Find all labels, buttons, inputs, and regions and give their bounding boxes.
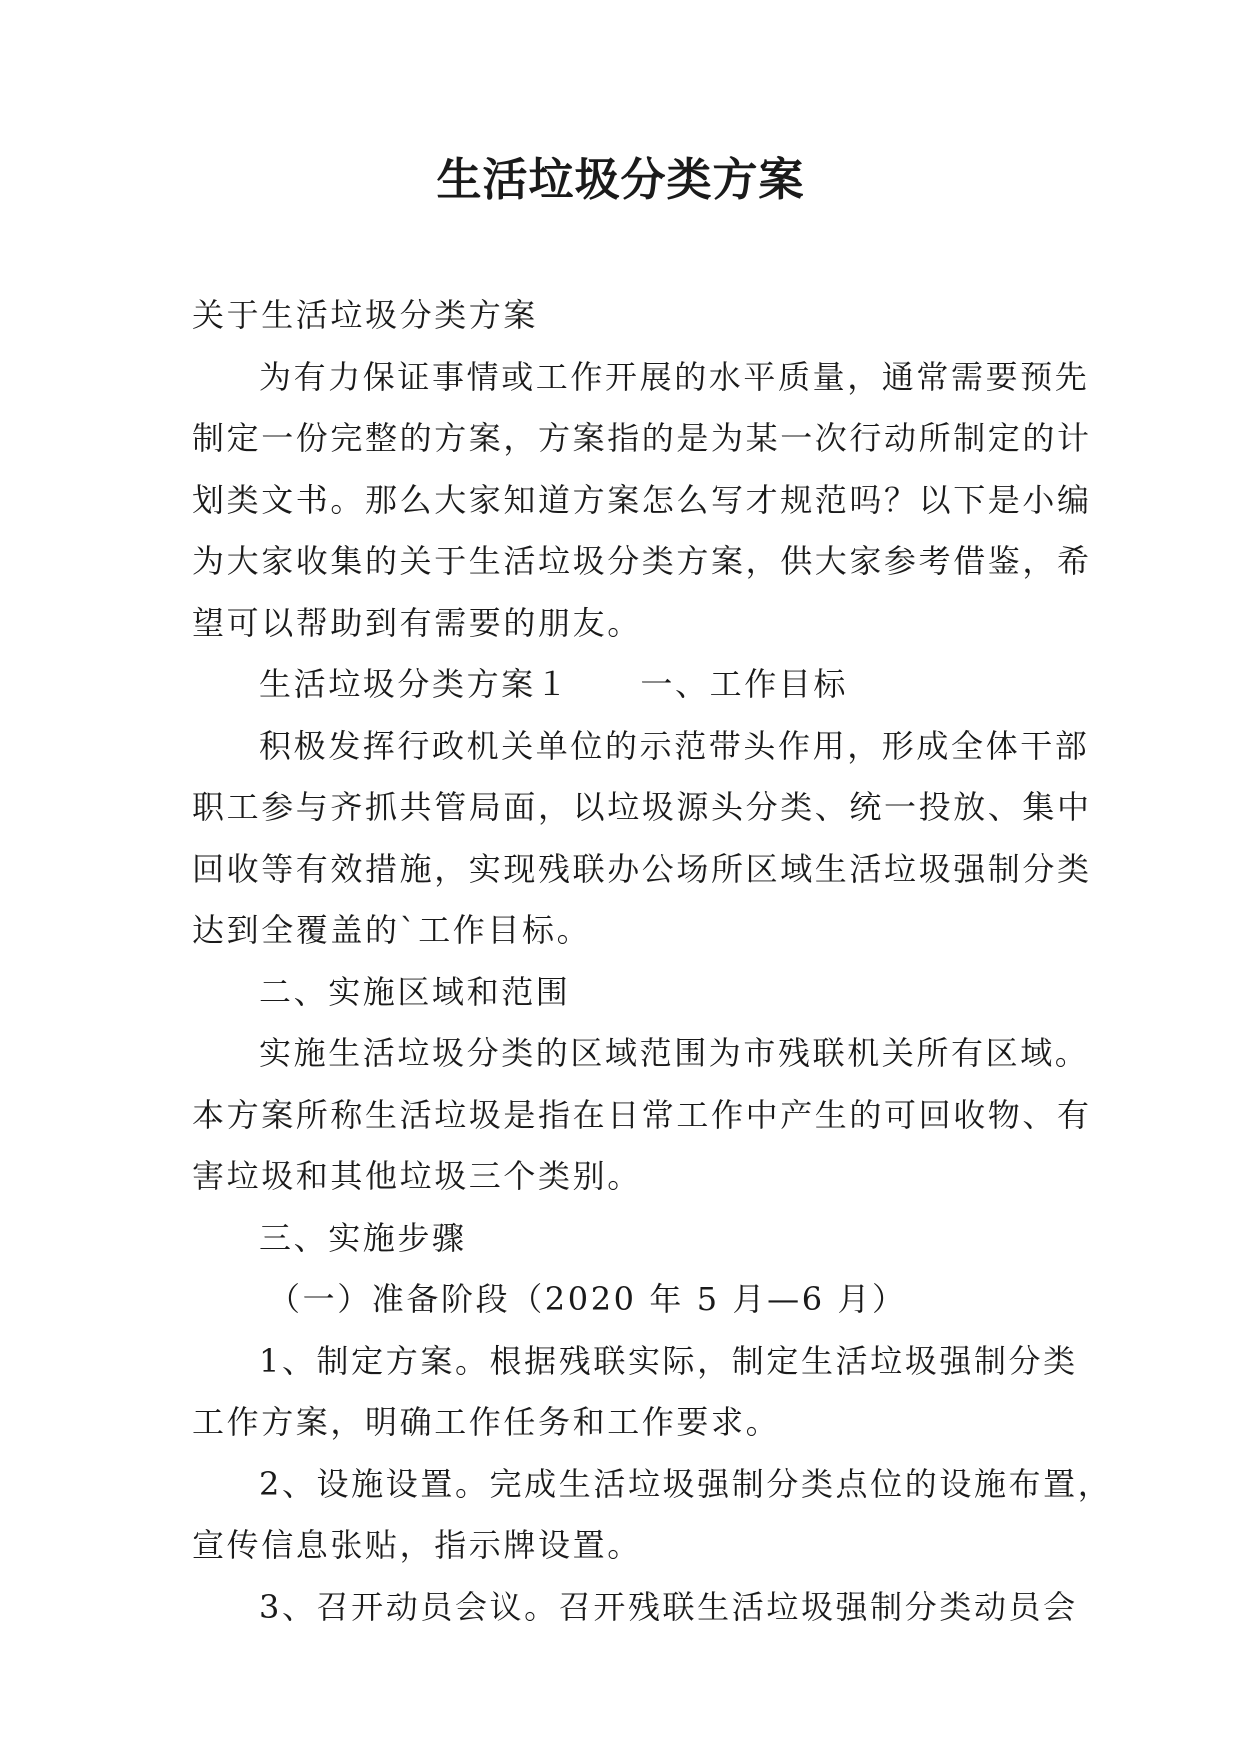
section-heading: 二、实施区域和范围	[259, 972, 571, 1011]
text-line: 制定一份完整的方案，方案指的是为某一次行动所制定的计	[192, 419, 1092, 457]
text-line: 宣传信息张贴，指示牌设置。	[192, 1526, 642, 1564]
text-line: 为有力保证事情或工作开展的水平质量，通常需要预先	[259, 357, 1090, 396]
document-body	[192, 285, 1113, 1638]
text-line: 回收等有效措施，实现残联办公场所区域生活垃圾强制分类	[192, 849, 1092, 888]
text-line: 1、制定方案。根据残联实际，制定生活垃圾强制分类	[259, 1341, 1078, 1380]
text-line: 达到全覆盖的`工作目标。	[192, 911, 592, 949]
text-line: 2、设施设置。完成生活垃圾强制分类点位的设施布置，	[259, 1464, 1113, 1503]
text-line: 关于生活垃圾分类方案	[192, 296, 539, 334]
section-heading-goal: 一、工作目标	[640, 665, 849, 703]
subsection-heading: （一）准备阶段（2020 年 5 月—6 月）	[268, 1280, 907, 1318]
document-title: 生活垃圾分类方案	[436, 153, 805, 206]
text-line: 为大家收集的关于生活垃圾分类方案，供大家参考借鉴，希	[192, 542, 1092, 580]
text-line: 划类文书。那么大家知道方案怎么写才规范吗？以下是小编	[192, 480, 1092, 519]
text-line	[192, 654, 1067, 716]
text-line: 望可以帮助到有需要的朋友。	[192, 603, 642, 642]
text-line: 实施生活垃圾分类的区域范围为市残联机关所有区域。	[259, 1034, 1090, 1072]
section-heading-plan-1: 生活垃圾分类方案１	[259, 665, 571, 703]
text-line: 3、召开动员会议。召开残联生活垃圾强制分类动员会	[259, 1587, 1078, 1626]
text-line: 本方案所称生活垃圾是指在日常工作中产生的可回收物、有	[192, 1095, 1092, 1134]
text-line: 积极发挥行政机关单位的示范带头作用，形成全体干部	[259, 726, 1090, 765]
text-line: 害垃圾和其他垃圾三个类别。	[192, 1157, 642, 1195]
section-heading: 三、实施步骤	[259, 1218, 467, 1257]
text-line: 职工参与齐抓共管局面，以垃圾源头分类、统一投放、集中	[192, 788, 1092, 826]
text-line: 工作方案，明确工作任务和工作要求。	[192, 1403, 781, 1441]
